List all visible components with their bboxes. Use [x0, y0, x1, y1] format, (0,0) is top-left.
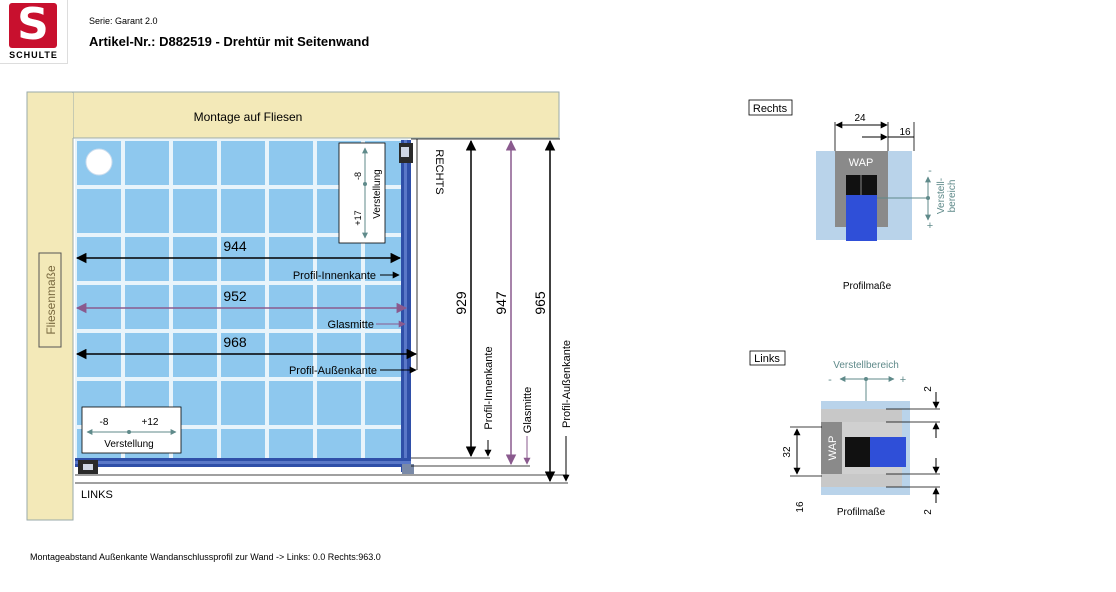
adjust-left-minus: -8: [99, 417, 109, 428]
detail-left-channel: [845, 437, 870, 467]
adjust-right-minus: -8: [353, 171, 363, 181]
left-label: LINKS: [81, 489, 113, 501]
detail-left-range-label: Verstellbereich: [833, 360, 899, 371]
adjust-left-label: Verstellung: [104, 439, 154, 450]
adjust-right-label: Verstellung: [372, 169, 383, 219]
tiles-label: Fliesenmaße: [44, 265, 58, 335]
adjust-left-zero-dot: [127, 430, 131, 434]
adjust-right-plus: +17: [353, 210, 363, 226]
detail-right-title: Rechts: [752, 103, 788, 115]
detail-right-glass-profile: [846, 195, 877, 241]
adjust-right-zero-dot: [363, 182, 367, 186]
width-944-value: 944: [223, 238, 247, 254]
detail-right-dim-a: 24: [854, 113, 866, 124]
detail-right-dim-b: 16: [899, 127, 911, 138]
detail-left-dim-2-bottom: 2: [923, 509, 934, 515]
detail-left-wap-label: WAP: [827, 435, 839, 461]
detail-right-range-1: Verstell-: [936, 177, 947, 215]
height-929-label: Profil-Innenkante: [483, 346, 495, 430]
detail-left-plus: +: [899, 374, 907, 386]
height-965-value: 965: [532, 291, 548, 315]
width-944-label: Profil-Innenkante: [292, 270, 376, 282]
series-label: Serie: Garant 2.0: [89, 16, 158, 26]
footer-note: Montageabstand Außenkante Wandanschlussprofil zur Wand -> Links: 0.0 Rechts:963.0: [30, 552, 381, 562]
width-968-label: Profil-Außenkante: [288, 365, 377, 377]
detail-left-dim-32-label: 32: [782, 446, 793, 458]
height-947-label: Glasmitte: [522, 386, 534, 434]
logo-s-icon: S: [9, 3, 57, 48]
height-965-label: Profil-Außenkante: [561, 339, 573, 429]
detail-left-minus: -: [828, 374, 832, 386]
detail-right-plus: +: [926, 220, 934, 232]
article-title: Artikel-Nr.: D882519 - Drehtür mit Seitenwand: [89, 34, 370, 49]
detail-left-dim-2-top: 2: [923, 386, 934, 392]
detail-left-glass-profile: [870, 437, 906, 467]
detail-left-caption: Profilmaße: [836, 507, 886, 518]
detail-right-wap-label: WAP: [848, 157, 874, 169]
drain-icon: [86, 149, 112, 175]
width-968-value: 968: [223, 334, 247, 350]
detail-left-title: Links: [754, 353, 780, 365]
wall-label: Montage auf Fliesen: [193, 110, 303, 124]
detail-right: [749, 100, 958, 292]
detail-right-caption: Profilmaße: [842, 281, 892, 292]
detail-left: [750, 351, 940, 518]
height-947-value: 947: [493, 291, 509, 315]
height-929-value: 929: [453, 291, 469, 315]
right-label: RECHTS: [433, 149, 445, 195]
adjust-left-plus: +12: [141, 417, 159, 428]
detail-left-dim-16-label: 16: [795, 501, 806, 513]
width-952-value: 952: [223, 288, 247, 304]
detail-right-minus: -: [928, 165, 932, 177]
logo-text: SCHULTE: [9, 50, 58, 60]
width-952-label: Glasmitte: [327, 319, 374, 331]
detail-right-range-2: bereich: [947, 179, 958, 213]
